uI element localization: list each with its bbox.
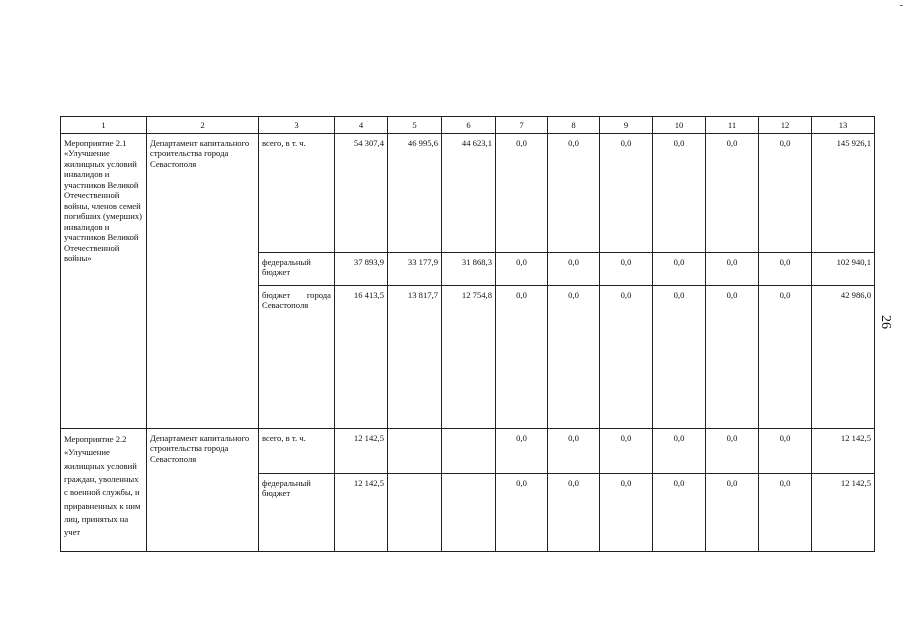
value-cell: 44 623,1 [442, 134, 496, 253]
corner-mark: - [899, 0, 903, 11]
header-cell: 8 [548, 117, 600, 134]
header-cell: 11 [706, 117, 759, 134]
value-cell: 12 142,5 [812, 429, 875, 474]
value-cell: 0,0 [496, 474, 548, 552]
value-cell: 33 177,9 [388, 253, 442, 286]
value-cell: 31 868,3 [442, 253, 496, 286]
header-cell: 3 [259, 117, 335, 134]
header-cell: 13 [812, 117, 875, 134]
value-cell: 0,0 [706, 474, 759, 552]
table-row [61, 134, 875, 253]
measure-cell: Мероприятие 2.1 «Улучшение жилищных условий инвалидов и участников Великой Отечественной войны, членов семей погибших (умерших) инвалидов и участников Великой Отечественной войны» [61, 134, 147, 429]
value-cell: 0,0 [548, 253, 600, 286]
value-cell: 12 142,5 [812, 474, 875, 552]
value-cell: 16 413,5 [335, 286, 388, 429]
value-cell: 0,0 [600, 286, 653, 429]
value-cell: 0,0 [759, 134, 812, 253]
value-cell: 12 754,8 [442, 286, 496, 429]
value-cell: 0,0 [496, 429, 548, 474]
value-cell: 0,0 [653, 134, 706, 253]
source-cell: федеральный бюджет [259, 253, 335, 286]
header-cell: 5 [388, 117, 442, 134]
value-cell: 13 817,7 [388, 286, 442, 429]
executor-cell: Департамент капитального строительства города Севастополя [147, 134, 259, 429]
value-cell: 12 142,5 [335, 474, 388, 552]
value-cell: 0,0 [548, 429, 600, 474]
value-cell: 0,0 [759, 253, 812, 286]
source-cell: всего, в т. ч. [259, 134, 335, 253]
value-cell: 0,0 [548, 134, 600, 253]
funding-table [60, 116, 875, 552]
value-cell: 0,0 [600, 474, 653, 552]
value-cell: 0,0 [653, 253, 706, 286]
value-cell: 0,0 [600, 134, 653, 253]
value-cell [388, 474, 442, 552]
value-cell: 0,0 [759, 286, 812, 429]
value-cell: 0,0 [653, 474, 706, 552]
value-cell: 37 893,9 [335, 253, 388, 286]
header-cell: 10 [653, 117, 706, 134]
header-cell: 7 [496, 117, 548, 134]
value-cell [442, 474, 496, 552]
value-cell: 0,0 [759, 429, 812, 474]
table-row [61, 429, 875, 474]
value-cell: 0,0 [653, 286, 706, 429]
executor-cell: Департамент капитального строительства города Севастополя [147, 429, 259, 552]
value-cell: 0,0 [706, 286, 759, 429]
value-cell: 0,0 [548, 286, 600, 429]
value-cell: 102 940,1 [812, 253, 875, 286]
value-cell: 0,0 [653, 429, 706, 474]
value-cell [388, 429, 442, 474]
value-cell: 0,0 [496, 134, 548, 253]
value-cell: 12 142,5 [335, 429, 388, 474]
header-cell: 2 [147, 117, 259, 134]
value-cell: 0,0 [548, 474, 600, 552]
source-cell: федеральный бюджет [259, 474, 335, 552]
value-cell: 145 926,1 [812, 134, 875, 253]
source-cell: бюджет города Севастополя [259, 286, 335, 429]
value-cell: 0,0 [600, 429, 653, 474]
measure-cell: Мероприятие 2.2 «Улучшение жилищных условий граждан, уволенных с военной службы, и приравненных к ним лиц, принятых на учет [61, 429, 147, 552]
value-cell: 0,0 [706, 429, 759, 474]
header-cell: 1 [61, 117, 147, 134]
header-cell: 6 [442, 117, 496, 134]
value-cell: 0,0 [600, 253, 653, 286]
page-number: 26 [878, 315, 893, 329]
header-cell: 9 [600, 117, 653, 134]
value-cell: 0,0 [706, 253, 759, 286]
value-cell [442, 429, 496, 474]
value-cell: 46 995,6 [388, 134, 442, 253]
table-header-row [61, 117, 875, 134]
value-cell: 0,0 [496, 253, 548, 286]
value-cell: 0,0 [759, 474, 812, 552]
value-cell: 54 307,4 [335, 134, 388, 253]
header-cell: 12 [759, 117, 812, 134]
value-cell: 0,0 [496, 286, 548, 429]
value-cell: 0,0 [706, 134, 759, 253]
header-cell: 4 [335, 117, 388, 134]
source-cell: всего, в т. ч. [259, 429, 335, 474]
value-cell: 42 986,0 [812, 286, 875, 429]
